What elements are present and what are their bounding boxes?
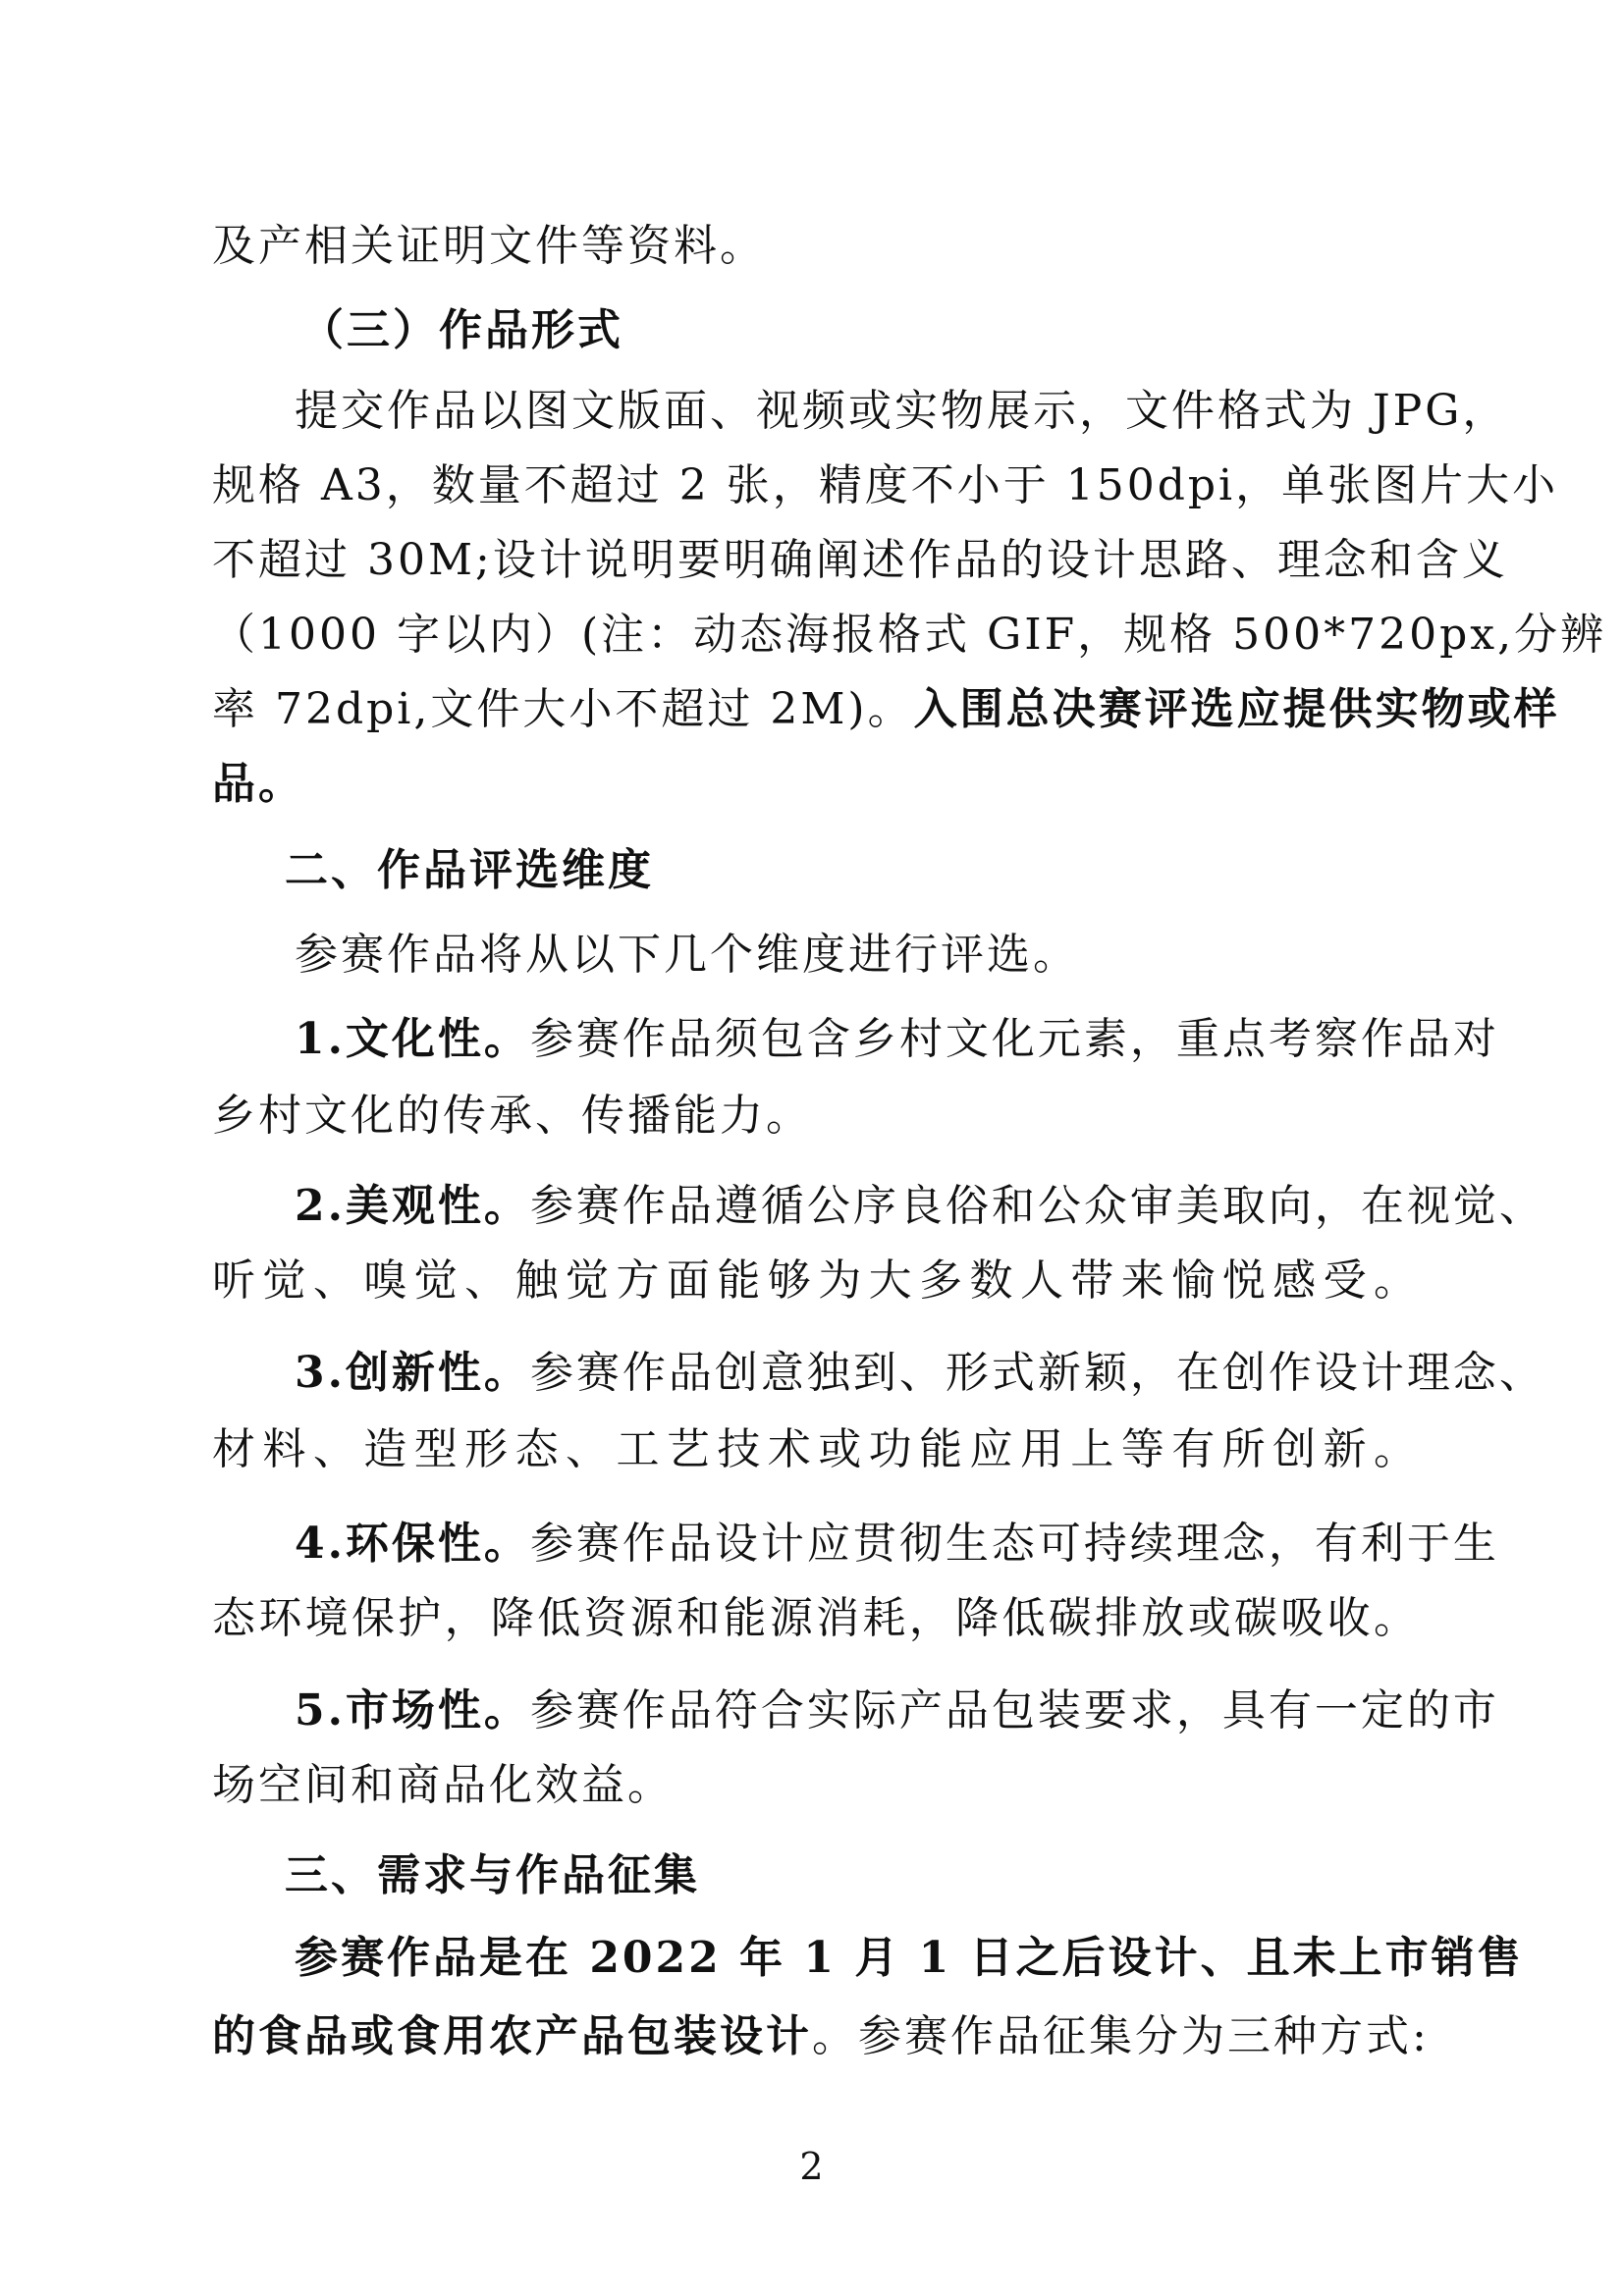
paragraph-line-bold: 参赛作品是在 2022 年 1 月 1 日之后设计、且未上市销售	[295, 1933, 1524, 1983]
paragraph-line	[212, 2008, 1430, 2065]
criterion-item-5	[295, 1682, 1499, 1739]
paragraph-line	[212, 681, 1560, 738]
section-heading-collection: 三、需求与作品征集	[285, 1850, 700, 1900]
criterion-label: 3.创新性。	[295, 1348, 530, 1398]
criterion-text: 参赛作品遵循公序良俗和公众审美取向，在视觉、	[529, 1181, 1545, 1231]
criterion-text: 参赛作品须包含乡村文化元素，重点考察作品对	[529, 1014, 1499, 1064]
paragraph-line: （1000 字以内）(注：动态海报格式 GIF，规格 500*720px,分辨	[212, 610, 1607, 660]
section-heading-evaluation: 二、作品评选维度	[285, 845, 654, 895]
criterion-text: 参赛作品设计应贯彻生态可持续理念，有利于生	[529, 1519, 1499, 1569]
criterion-label: 2.美观性。	[295, 1181, 530, 1231]
criterion-item-1	[295, 1011, 1499, 1068]
paragraph-line: 不超过 30M;设计说明要明确阐述作品的设计思路、理念和含义	[212, 535, 1508, 585]
paragraph-line: 提交作品以图文版面、视频或实物展示，文件格式为 JPG，	[295, 386, 1509, 436]
criterion-item-3	[295, 1345, 1545, 1402]
criterion-text: 参赛作品符合实际产品包装要求，具有一定的市	[529, 1685, 1499, 1735]
paragraph-text: 率 72dpi,文件大小不超过 2M)。	[212, 684, 914, 734]
paragraph-line: 场空间和商品化效益。	[212, 1760, 674, 1810]
paragraph-line: 态环境保护，降低资源和能源消耗，降低碳排放或碳吸收。	[212, 1593, 1420, 1643]
emphasis-text: 的食品或食用农产品包装设计	[212, 2011, 812, 2061]
criterion-item-2	[295, 1178, 1545, 1235]
paragraph-line: 参赛作品将从以下几个维度进行评选。	[295, 930, 1079, 980]
paragraph-line: 规格 A3，数量不超过 2 张，精度不小于 150dpi，单张图片大小	[212, 460, 1559, 510]
emphasis-text: 入围总决赛评选应提供实物或样	[913, 684, 1560, 734]
criterion-label: 5.市场性。	[295, 1685, 530, 1735]
criterion-item-4	[295, 1516, 1499, 1573]
paragraph-line: 及产相关证明文件等资料。	[212, 221, 766, 271]
paragraph-line-bold: 品。	[212, 759, 304, 809]
paragraph-line: 材料、造型形态、工艺技术或功能应用上等有所创新。	[212, 1424, 1420, 1474]
section-heading-works-form: （三）作品形式	[300, 305, 623, 355]
criterion-label: 1.文化性。	[295, 1014, 530, 1064]
paragraph-line: 听觉、嗅觉、触觉方面能够为大多数人带来愉悦感受。	[212, 1255, 1420, 1306]
page-number: 2	[799, 2145, 824, 2188]
criterion-label: 4.环保性。	[295, 1519, 530, 1569]
paragraph-text: 。参赛作品征集分为三种方式:	[812, 2011, 1430, 2061]
paragraph-line: 乡村文化的传承、传播能力。	[212, 1091, 812, 1141]
criterion-text: 参赛作品创意独到、形式新颖，在创作设计理念、	[529, 1348, 1545, 1398]
